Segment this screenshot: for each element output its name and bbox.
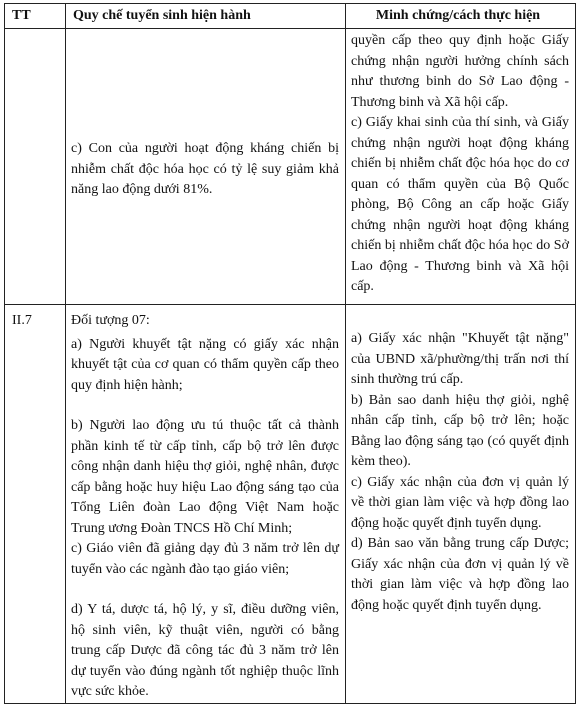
row2-tt: II.7: [12, 313, 32, 328]
row2-evidence-a: a) Giấy xác nhận "Khuyết tật nặng" của UBND xã/phường/thị trấn nơi thí sinh thường trú cấp.: [351, 331, 569, 387]
row1-evidence-continued: quyền cấp theo quy định hoặc Giấy chứng nhận người hưởng chính sách như thương binh do Sở Lao động - Thương binh và Xã hội cấp.: [351, 33, 569, 110]
row2-item-a: a) Người khuyết tật nặng có giấy xác nhận khuyết tật của cơ quan có thẩm quyền cấp theo quy định hiện hành;: [71, 336, 339, 393]
row1-item-c: c) Con của người hoạt động kháng chiến bị nhiễm chất độc hóa học có tỷ lệ suy giảm khả năng lao động dưới 81%.: [71, 141, 339, 197]
row1-tt-cell: [5, 29, 66, 305]
row2-regulation-cell: [66, 305, 346, 704]
row2-evidence-c: c) Giấy xác nhận của đơn vị quản lý về thời gian làm việc và hợp đồng lao động hoặc quyết định tuyển dụng.: [351, 474, 569, 531]
table-row: [5, 29, 576, 305]
table-header-row: [5, 4, 576, 29]
row1-evidence-c: c) Giấy khai sinh của thí sinh, và Giấy chứng nhận người hoạt động kháng chiến bị nhiễm chất độc hóa học do cơ quan có thẩm quyền của Bộ Quốc phòng, Bộ Công an cấp hoặc Giấy chứng nhận người hoạt động kháng chiến bị nhiễm chất độc hóa học do Sở Lao động - Thương binh và Xã hội cấp.: [351, 115, 569, 294]
row1-tt: [5, 29, 65, 35]
row2-item-b: b) Người lao động ưu tú thuộc tất cả thành phần kinh tế từ cấp tỉnh, cấp bộ trở lên được công nhận danh hiệu thợ giỏi, nghệ nhân, được cấp bằng hoặc huy hiệu Lao động sáng tạo của Tổng Liên đoàn Lao động Việt Nam hoặc Trung ương Đoàn TNCS Hồ Chí Minh;: [71, 418, 339, 536]
header-tt-label: TT: [12, 8, 31, 23]
row2-title: Đối tượng 07:: [71, 313, 150, 328]
row2-evidence-b: b) Bản sao danh hiệu thợ giỏi, nghệ nhân cấp tỉnh, cấp bộ trở lên; hoặc Bằng lao động sáng tạo (có quyết định kèm theo).: [351, 392, 569, 469]
table-row: [5, 305, 576, 704]
header-evidence: [346, 4, 576, 29]
row1-evidence-cell: [346, 29, 576, 305]
row1-regulation-cell: [66, 29, 346, 305]
row2-item-d: d) Y tá, dược tá, hộ lý, y sĩ, điều dưỡng viên, hộ sinh viên, kỹ thuật viên, người có bằng trung cấp Dược đã công tác đủ 3 năm trở lên dự tuyển vào đúng ngành tốt nghiệp thuộc lĩnh vực sức khỏe.: [71, 602, 339, 699]
row2-item-c: c) Giáo viên đã giảng dạy đủ 3 năm trở lên dự tuyển vào các ngành đào tạo giáo viên;: [71, 541, 339, 577]
row2-tt-cell: [5, 305, 66, 704]
header-regulation: [66, 4, 346, 29]
row2-evidence-cell: [346, 305, 576, 704]
header-tt: [5, 4, 66, 29]
admission-regulation-table: [4, 3, 576, 704]
header-evidence-label: Minh chứng/cách thực hiện: [375, 8, 541, 23]
row2-evidence-d: d) Bản sao văn bằng trung cấp Dược; Giấy xác nhận của đơn vị quản lý về thời gian làm việc và hợp đồng lao động hoặc quyết định tuyển dụng.: [351, 536, 569, 613]
header-regulation-label: Quy chế tuyển sinh hiện hành: [73, 8, 251, 23]
